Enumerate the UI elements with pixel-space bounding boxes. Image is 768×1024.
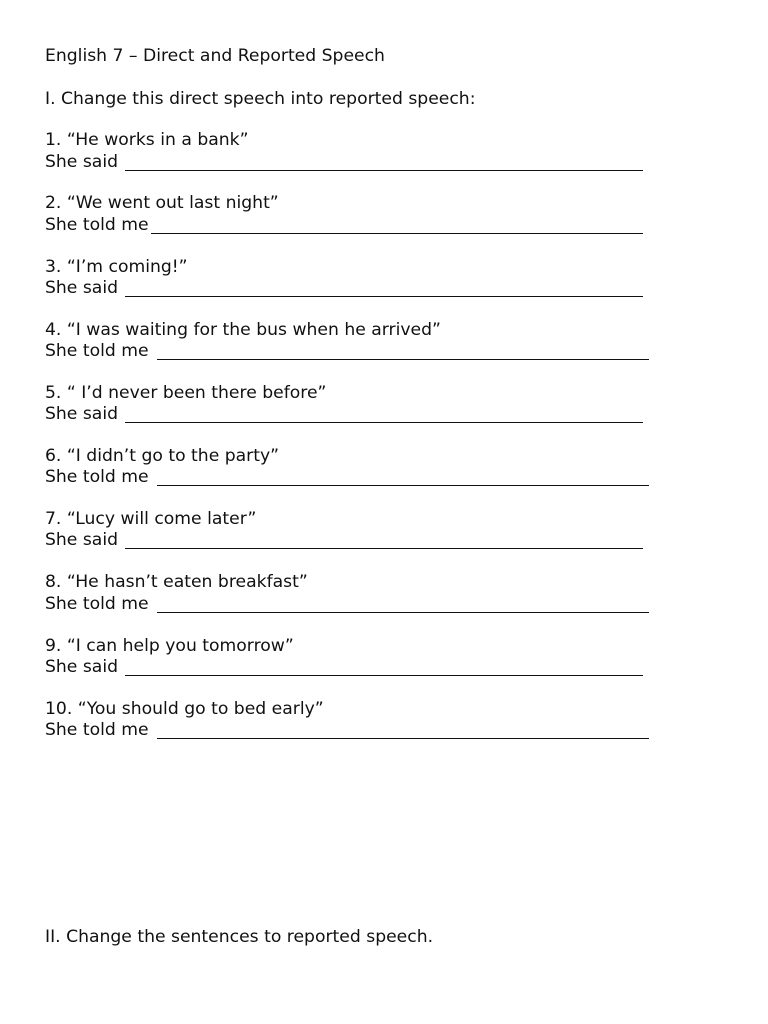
item-prompt: 8. “He hasn’t eaten breakfast” (45, 572, 308, 592)
answer-row (45, 657, 118, 678)
answer-blank[interactable] (157, 720, 649, 739)
item-prompt: 3. “I’m coming!” (45, 257, 188, 277)
item-prompt: 6. “I didn’t go to the party” (45, 446, 280, 466)
answer-row (45, 278, 118, 299)
item-prompt: 2. “We went out last night” (45, 193, 279, 213)
item-prompt: 5. “ I’d never been there before” (45, 383, 327, 403)
answer-blank[interactable] (125, 152, 643, 171)
section-2-heading: II. Change the sentences to reported speech. (45, 927, 434, 947)
item-prompt: 9. “I can help you tomorrow” (45, 636, 294, 656)
worksheet-title: English 7 – Direct and Reported Speech (45, 46, 385, 66)
answer-row (45, 215, 149, 236)
answer-blank[interactable] (151, 215, 643, 234)
answer-lead: She said (45, 404, 119, 424)
item-prompt: 4. “I was waiting for the bus when he arrived” (45, 320, 441, 340)
answer-blank[interactable] (125, 404, 643, 423)
answer-lead: She said (45, 152, 119, 172)
answer-blank[interactable] (125, 530, 643, 549)
answer-blank[interactable] (157, 467, 649, 486)
answer-row (45, 152, 118, 173)
item-prompt: 10. “You should go to bed early” (45, 699, 324, 719)
answer-lead: She told me (45, 720, 149, 740)
answer-lead: She told me (45, 341, 149, 361)
answer-row (45, 467, 149, 488)
answer-blank[interactable] (157, 594, 649, 613)
answer-row (45, 404, 118, 425)
answer-lead: She told me (45, 594, 149, 614)
item-prompt: 1. “He works in a bank” (45, 130, 249, 150)
answer-blank[interactable] (125, 278, 643, 297)
answer-lead: She said (45, 657, 119, 677)
answer-lead: She said (45, 530, 119, 550)
answer-row (45, 720, 149, 741)
answer-lead: She said (45, 278, 119, 298)
answer-blank[interactable] (125, 657, 643, 676)
item-prompt: 7. “Lucy will come later” (45, 509, 257, 529)
answer-row (45, 530, 118, 551)
section-1-heading: I. Change this direct speech into reported speech: (45, 89, 476, 109)
answer-blank[interactable] (157, 341, 649, 360)
answer-lead: She told me (45, 215, 149, 235)
answer-row (45, 341, 149, 362)
answer-lead: She told me (45, 467, 149, 487)
answer-row (45, 594, 149, 615)
